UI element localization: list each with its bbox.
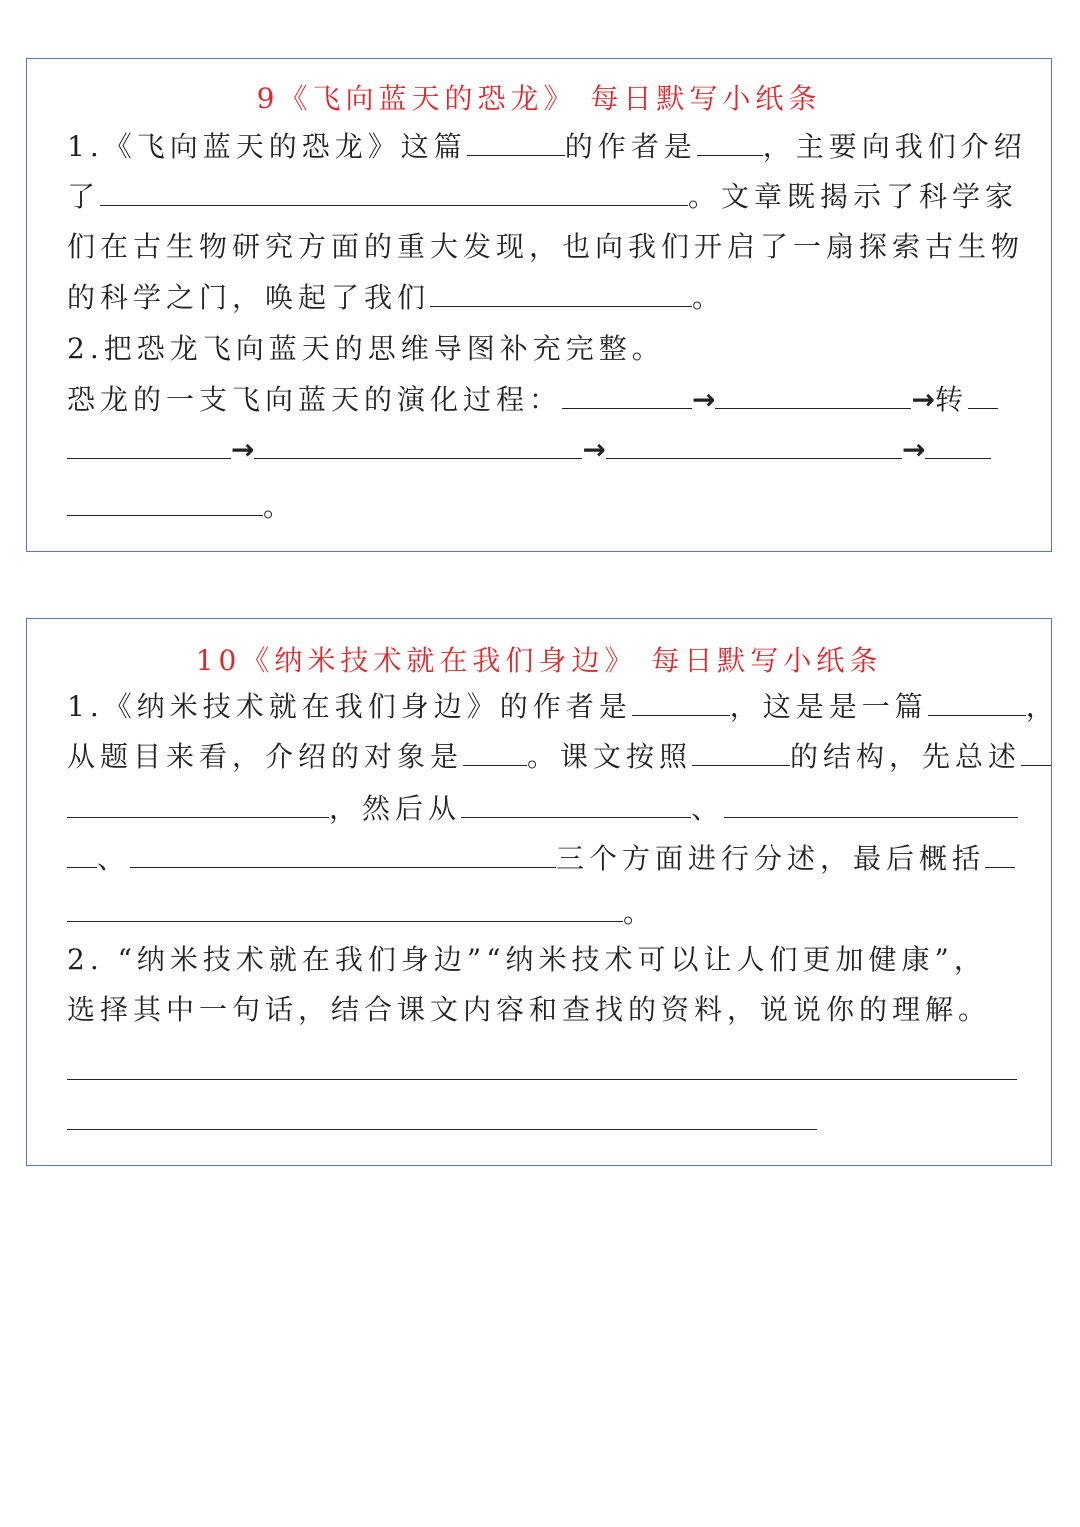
- q1-line-3: ，然后从 、: [67, 791, 1018, 826]
- blank-genre[interactable]: [928, 689, 1026, 716]
- q2-line-1: 2.把恐龙飞向蓝天的思维导图补充完整。: [67, 332, 665, 365]
- q1-line-1: 1.《纳米技术就在我们身边》的作者是 ，这是是一篇 ，: [67, 690, 1059, 723]
- blank-conclusion-b[interactable]: [67, 895, 623, 922]
- q1-line-1: 1.《飞向蓝天的恐龙》这篇 的作者是 ，主要向我们介绍: [67, 130, 1027, 163]
- q2-line-1: 2. “纳米技术就在我们身边”“纳米技术可以让人们更加健康”，: [67, 943, 987, 976]
- arrow-icon: →: [692, 383, 716, 416]
- blank-stage-5[interactable]: [606, 432, 902, 459]
- blank-summary-a[interactable]: [1021, 739, 1051, 766]
- blank-author[interactable]: [632, 689, 730, 716]
- blank-aspect-1[interactable]: [461, 791, 691, 818]
- q1-line-3: 们在古生物研究方面的重大发现，也向我们开启了一扇探索古生物: [67, 230, 1025, 263]
- blank-object[interactable]: [463, 739, 527, 766]
- q1-line-2: 从题目来看，介绍的对象是 。课文按照 的结构，先总述: [67, 739, 1051, 774]
- q1-line-4: 的科学之门，唤起了我们 。: [67, 281, 726, 314]
- arrow-icon: →: [901, 433, 926, 466]
- blank-aroused[interactable]: [430, 280, 692, 307]
- blank-stage-3b[interactable]: [67, 432, 231, 459]
- blank-aspect-3[interactable]: [130, 841, 556, 868]
- card-title: 9《飞向蓝天的恐龙》 每日默写小纸条: [256, 82, 822, 115]
- answer-line-2[interactable]: [67, 1129, 817, 1130]
- blank-genre[interactable]: [467, 129, 565, 156]
- blank-conclusion-a[interactable]: [985, 841, 1015, 868]
- card-title: 10《纳米技术就在我们身边》 每日默写小纸条: [195, 644, 883, 677]
- q2-line-2: 选择其中一句话，结合课文内容和查找的资料，说说你的理解。: [67, 993, 992, 1026]
- blank-aspect-2b[interactable]: [67, 841, 97, 868]
- q2-line-4: 。: [67, 489, 296, 524]
- dictation-card-10: [26, 618, 1059, 1166]
- q2-line-2: 恐龙的一支飞向蓝天的演化过程： → →转: [67, 382, 998, 417]
- arrow-icon: →: [911, 383, 935, 416]
- blank-aspect-2a[interactable]: [724, 791, 1018, 818]
- arrow-icon: →: [231, 433, 255, 466]
- blank-stage-4[interactable]: [254, 432, 582, 459]
- answer-line-1[interactable]: [67, 1079, 1017, 1080]
- blank-structure[interactable]: [692, 739, 790, 766]
- q1-line-2: 了 。文章既揭示了科学家: [67, 180, 1019, 213]
- q1-line-4: 、 三个方面进行分述，最后概括: [67, 841, 1015, 876]
- arrow-icon: →: [582, 433, 606, 466]
- blank-stage-6a[interactable]: [925, 432, 991, 459]
- blank-stage-1[interactable]: [562, 382, 692, 409]
- q2-line-3: [67, 432, 991, 467]
- blank-stage-2[interactable]: [715, 382, 911, 409]
- dictation-card-9: [26, 58, 1052, 552]
- blank-summary-b[interactable]: [67, 791, 329, 818]
- blank-author[interactable]: [697, 129, 763, 156]
- blank-stage-6b[interactable]: [67, 489, 263, 516]
- blank-stage-3a[interactable]: [968, 382, 998, 409]
- q1-line-5: 。: [67, 895, 656, 930]
- blank-intro[interactable]: [100, 179, 688, 206]
